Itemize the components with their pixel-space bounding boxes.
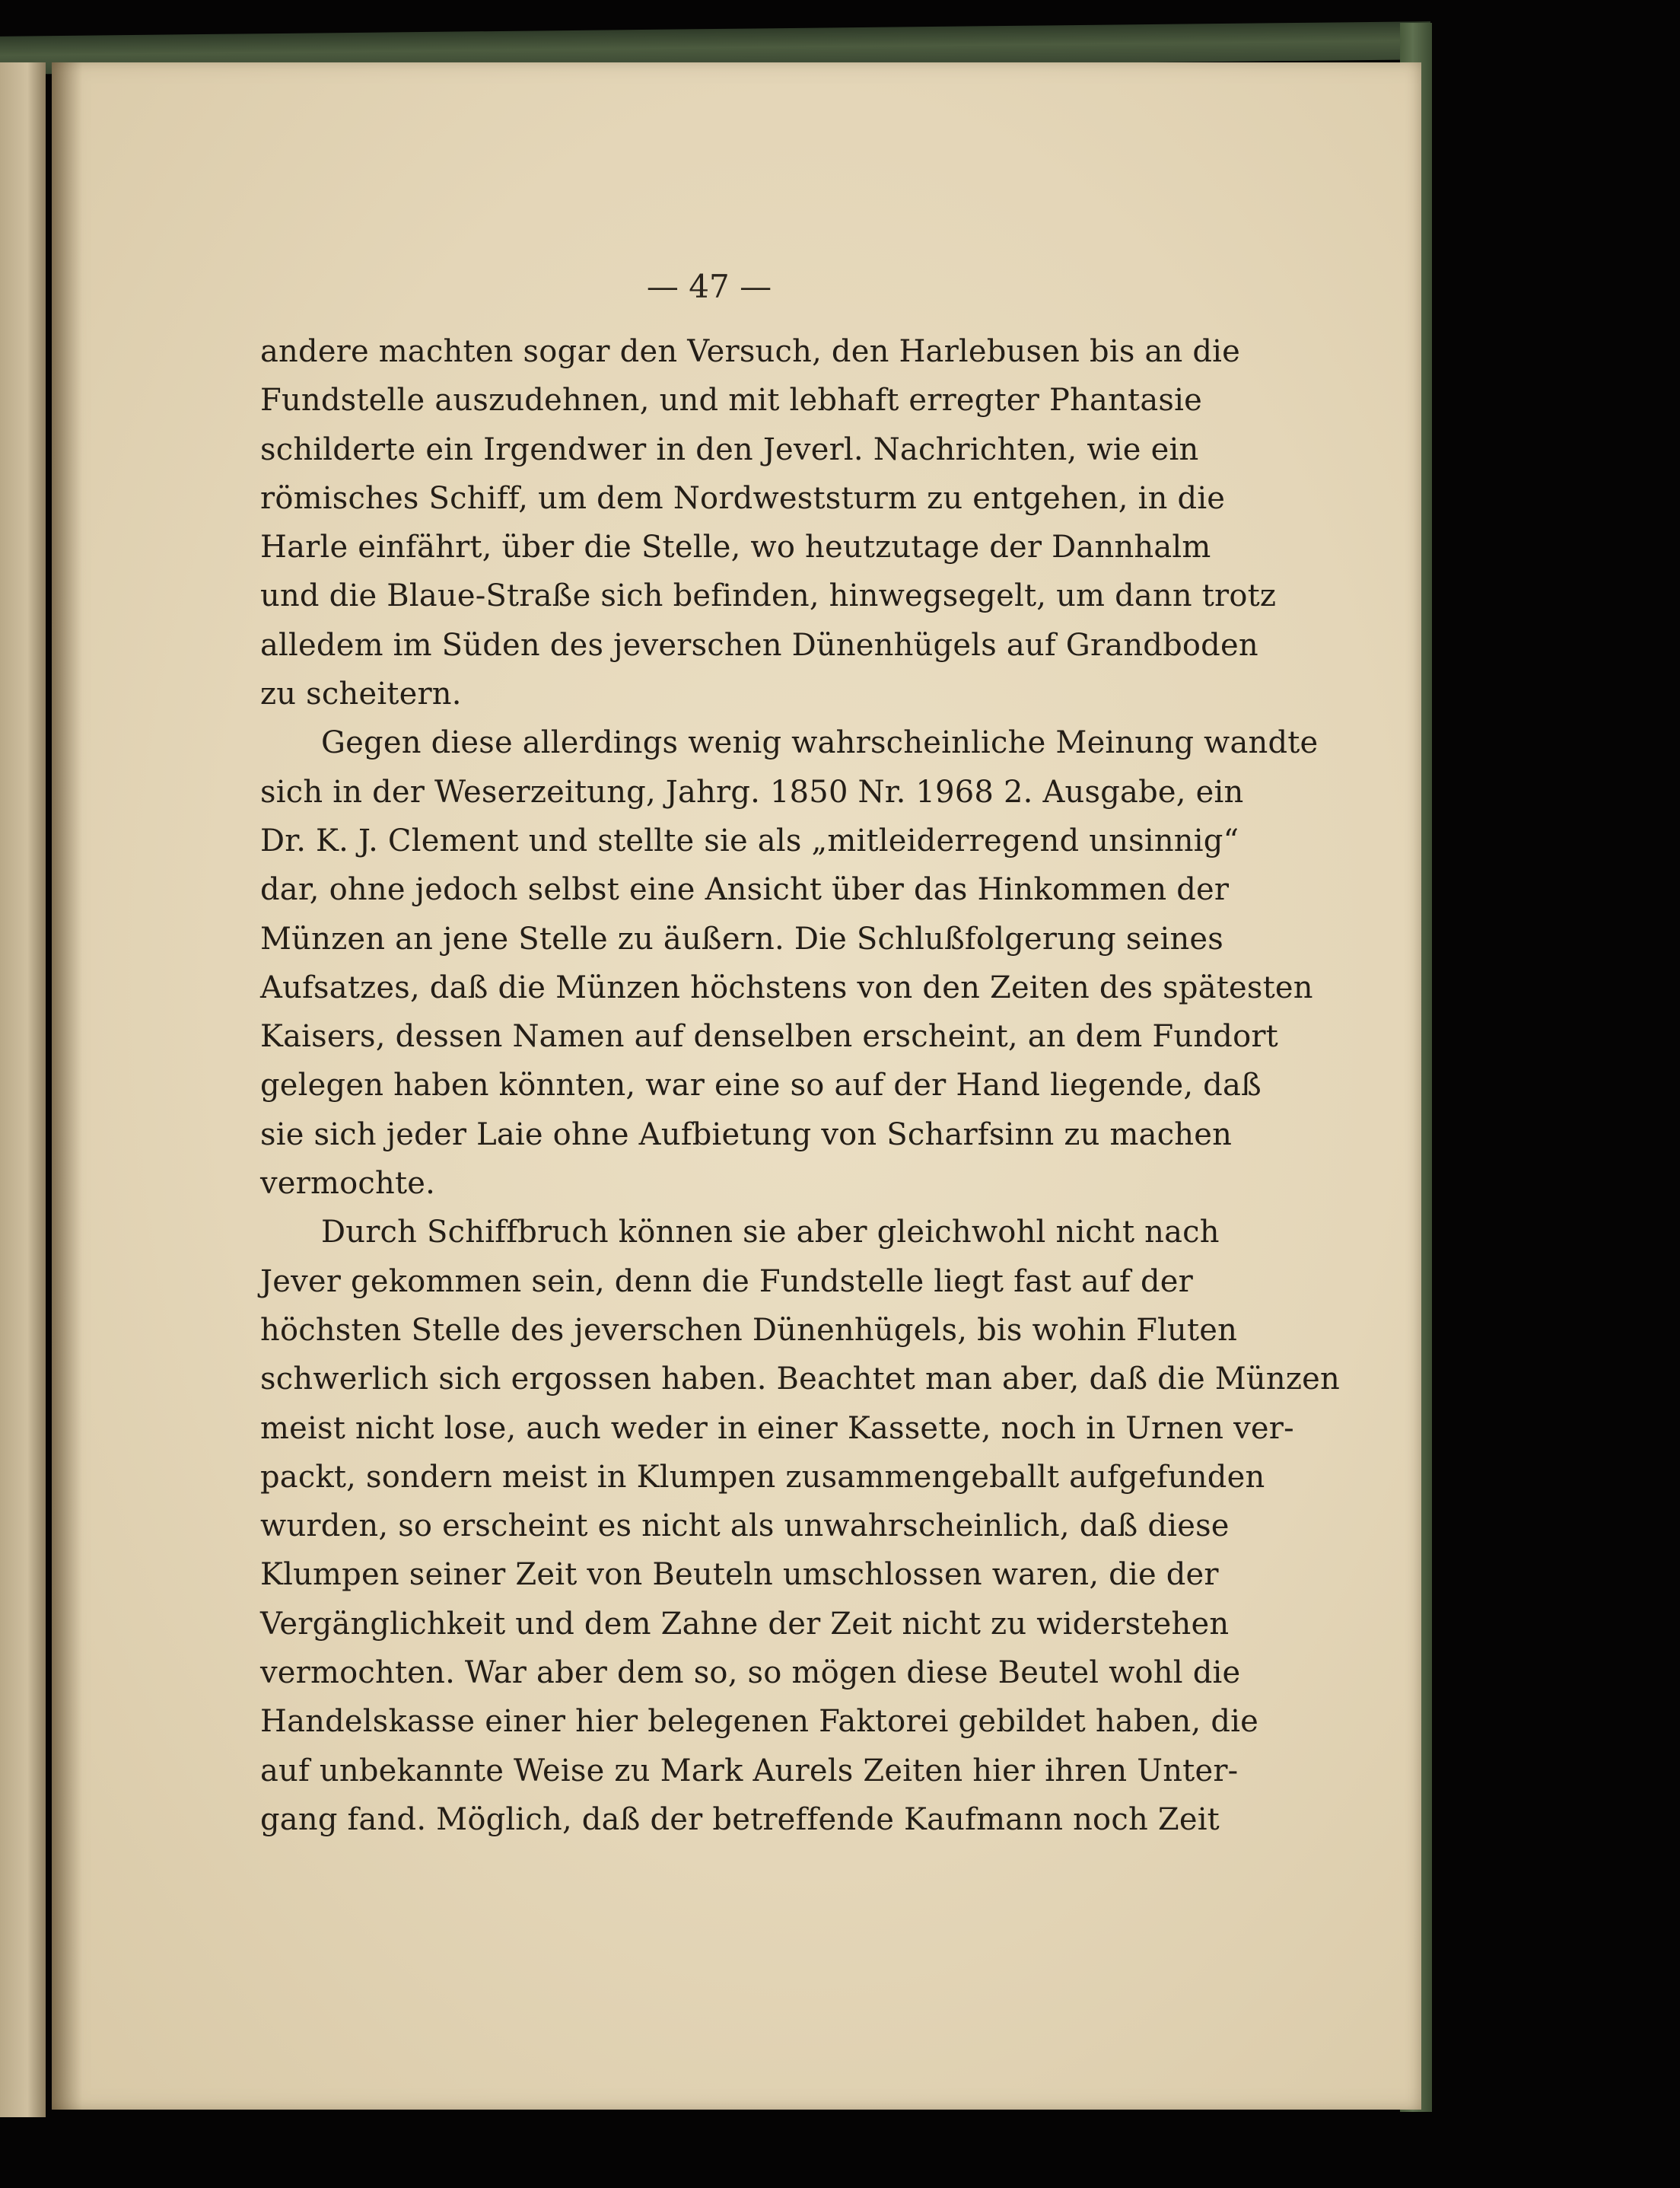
text-line: gang fand. Möglich, daß der betreffende Kaufmann noch Zeit: [260, 1801, 1220, 1837]
text-line: andere machten sogar den Versuch, den Harlebusen bis an die: [260, 334, 1241, 369]
text-line: Durch Schiffbruch können sie aber gleichwohl nicht nach: [321, 1215, 1220, 1250]
text-line: dar, ohne jedoch selbst eine Ansicht über das Hinkommen der: [260, 872, 1230, 908]
text-line: meist nicht lose, auch weder in einer Kassette, noch in Urnen ver-: [260, 1410, 1294, 1446]
text-line: Vergänglichkeit und dem Zahne der Zeit nicht zu widerstehen: [260, 1606, 1230, 1642]
text-line: gelegen haben könnten, war eine so auf der Hand liegende, daß: [260, 1068, 1262, 1104]
text-line: auf unbekannte Weise zu Mark Aurels Zeiten hier ihren Unter-: [260, 1753, 1239, 1788]
page-gutter-shadow: [52, 62, 82, 2110]
text-line: schilderte ein Irgendwer in den Jeverl. Nachrichten, wie ein: [260, 432, 1199, 467]
text-line: Klumpen seiner Zeit von Beuteln umschlossen waren, die der: [260, 1557, 1219, 1593]
facing-page-edge: [0, 62, 46, 2117]
text-line: höchsten Stelle des jeverschen Dünenhügels, bis wohin Fluten: [260, 1312, 1238, 1348]
text-line: Jever gekommen sein, denn die Fundstelle liegt fast auf der: [260, 1263, 1193, 1299]
text-line: packt, sondern meist in Klumpen zusammengeballt aufgefunden: [260, 1459, 1265, 1495]
text-line: Aufsatzes, daß die Münzen höchstens von den Zeiten des spätesten: [260, 970, 1313, 1005]
text-line: Handelskasse einer hier belegenen Faktorei gebildet haben, die: [260, 1704, 1259, 1740]
text-line: sie sich jeder Laie ohne Aufbietung von Scharfsinn zu machen: [260, 1116, 1233, 1152]
text-line: vermochte.: [260, 1166, 436, 1202]
text-line: sich in der Weserzeitung, Jahrg. 1850 Nr. 1968 2. Ausgabe, ein: [260, 774, 1244, 810]
text-line: alledem im Süden des jeverschen Dünenhügels auf Grandboden: [260, 627, 1258, 663]
text-line: zu scheitern.: [260, 677, 462, 712]
text-line: und die Blaue-Straße sich befinden, hinwegsegelt, um dann trotz: [260, 578, 1277, 614]
text-line: Gegen diese allerdings wenig wahrscheinliche Meinung wandte: [321, 725, 1319, 761]
text-line: Harle einfährt, über die Stelle, wo heutzutage der Dannhalm: [260, 530, 1211, 565]
text-line: wurden, so erscheint es nicht als unwahrscheinlich, daß diese: [260, 1508, 1230, 1544]
page-number: — 47 —: [646, 268, 772, 305]
text-line: Fundstelle auszudehnen, und mit lebhaft erregter Phantasie: [260, 383, 1202, 419]
text-line: Dr. K. J. Clement und stellte sie als „mitleiderregend unsinnig“: [260, 823, 1239, 858]
text-line: Kaisers, dessen Namen auf denselben erscheint, an dem Fundort: [260, 1019, 1278, 1055]
text-line: vermochten. War aber dem so, so mögen diese Beutel wohl die: [260, 1655, 1241, 1691]
text-line: römisches Schiff, um dem Nordweststurm zu entgehen, in die: [260, 480, 1226, 516]
body-text: [260, 327, 1340, 1844]
text-line: schwerlich sich ergossen haben. Beachtet man aber, daß die Münzen: [260, 1362, 1340, 1397]
text-line: Münzen an jene Stelle zu äußern. Die Schlußfolgerung seines: [260, 921, 1223, 957]
